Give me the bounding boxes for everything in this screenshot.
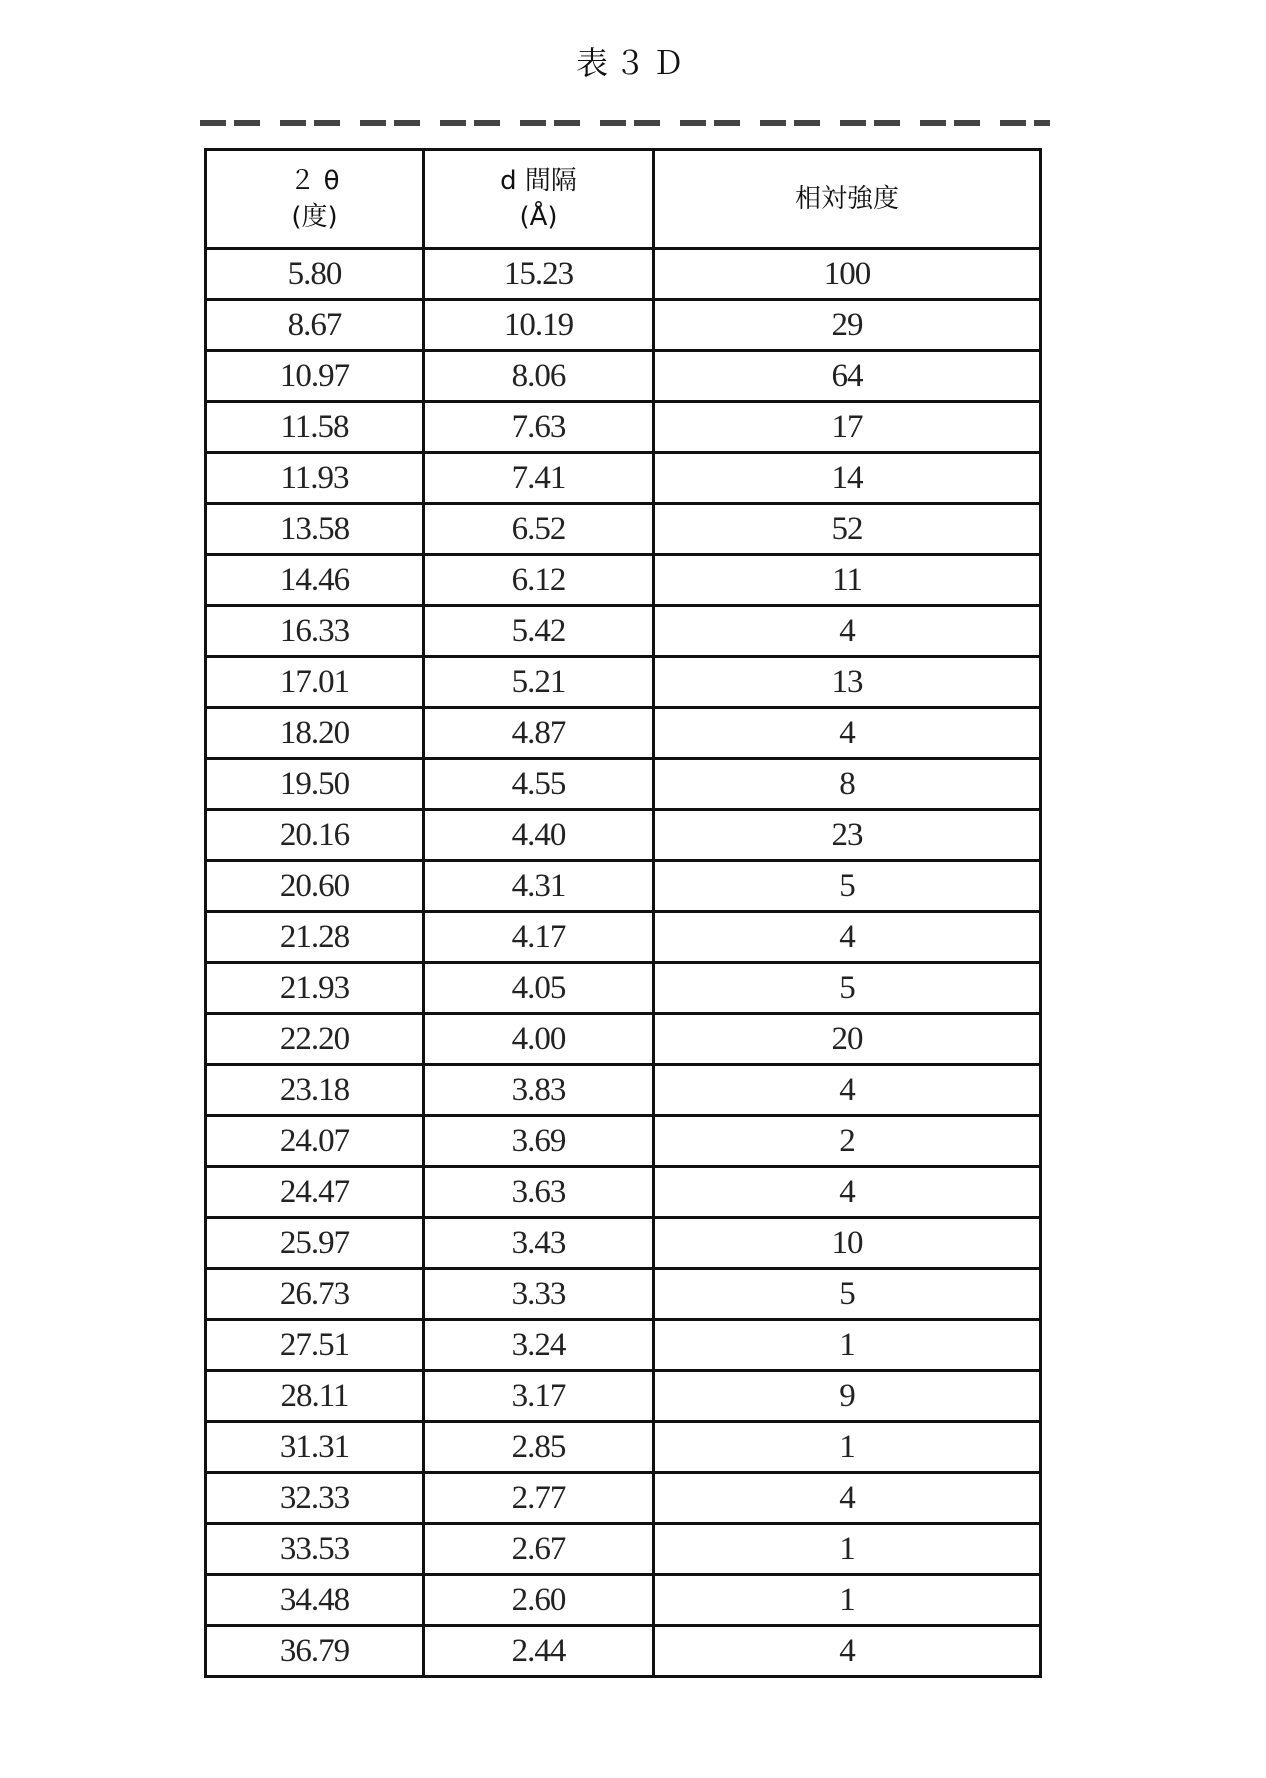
relative-intensity-cell: 1 xyxy=(654,1320,1041,1371)
two-theta-cell: 24.07 xyxy=(206,1116,424,1167)
two-theta-cell: 34.48 xyxy=(206,1575,424,1626)
relative-intensity-cell: 17 xyxy=(654,402,1041,453)
relative-intensity-cell: 8 xyxy=(654,759,1041,810)
two-theta-cell: 18.20 xyxy=(206,708,424,759)
two-theta-cell: 27.51 xyxy=(206,1320,424,1371)
table-row xyxy=(206,1014,1041,1065)
d-spacing-cell: 15.23 xyxy=(424,249,654,300)
table-row xyxy=(206,1218,1041,1269)
two-theta-cell: 11.93 xyxy=(206,453,424,504)
d-spacing-cell: 2.67 xyxy=(424,1524,654,1575)
xrd-peak-table xyxy=(204,148,1042,1678)
two-theta-cell: 16.33 xyxy=(206,606,424,657)
header-relative-intensity xyxy=(654,150,1041,249)
relative-intensity-cell: 4 xyxy=(654,708,1041,759)
d-spacing-cell: 3.43 xyxy=(424,1218,654,1269)
relative-intensity-cell: 1 xyxy=(654,1575,1041,1626)
relative-intensity-cell: 4 xyxy=(654,1167,1041,1218)
two-theta-cell: 21.28 xyxy=(206,912,424,963)
relative-intensity-cell: 29 xyxy=(654,300,1041,351)
d-spacing-cell: 3.17 xyxy=(424,1371,654,1422)
d-spacing-cell: 4.00 xyxy=(424,1014,654,1065)
table-row xyxy=(206,759,1041,810)
d-spacing-cell: 3.83 xyxy=(424,1065,654,1116)
table-row xyxy=(206,1422,1041,1473)
relative-intensity-cell: 64 xyxy=(654,351,1041,402)
table-row xyxy=(206,555,1041,606)
two-theta-cell: 32.33 xyxy=(206,1473,424,1524)
two-theta-cell: 19.50 xyxy=(206,759,424,810)
d-spacing-cell: 3.33 xyxy=(424,1269,654,1320)
relative-intensity-cell: 9 xyxy=(654,1371,1041,1422)
table-row xyxy=(206,861,1041,912)
two-theta-cell: 21.93 xyxy=(206,963,424,1014)
relative-intensity-cell: 23 xyxy=(654,810,1041,861)
table-row xyxy=(206,1116,1041,1167)
two-theta-cell: 14.46 xyxy=(206,555,424,606)
two-theta-cell: 10.97 xyxy=(206,351,424,402)
d-spacing-cell: 2.44 xyxy=(424,1626,654,1677)
table-row xyxy=(206,912,1041,963)
two-theta-cell: 33.53 xyxy=(206,1524,424,1575)
d-spacing-cell: 2.85 xyxy=(424,1422,654,1473)
table-row xyxy=(206,1626,1041,1677)
table-row xyxy=(206,402,1041,453)
two-theta-cell: 11.58 xyxy=(206,402,424,453)
two-theta-cell: 17.01 xyxy=(206,657,424,708)
two-theta-cell: 8.67 xyxy=(206,300,424,351)
table-title: 表３Ｄ xyxy=(0,38,1266,84)
table-row xyxy=(206,1167,1041,1218)
relative-intensity-cell: 13 xyxy=(654,657,1041,708)
header-d-spacing-label: d 間隔 xyxy=(425,163,652,199)
d-spacing-cell: 6.12 xyxy=(424,555,654,606)
table-row xyxy=(206,810,1041,861)
relative-intensity-cell: 4 xyxy=(654,1626,1041,1677)
table-row xyxy=(206,963,1041,1014)
d-spacing-cell: 5.42 xyxy=(424,606,654,657)
table-row xyxy=(206,1575,1041,1626)
two-theta-cell: 36.79 xyxy=(206,1626,424,1677)
d-spacing-cell: 7.63 xyxy=(424,402,654,453)
table-row xyxy=(206,504,1041,555)
table-row xyxy=(206,1269,1041,1320)
two-theta-cell: 22.20 xyxy=(206,1014,424,1065)
header-relative-intensity-label: 相対強度 xyxy=(655,181,1039,217)
relative-intensity-cell: 5 xyxy=(654,963,1041,1014)
two-theta-cell: 26.73 xyxy=(206,1269,424,1320)
d-spacing-cell: 10.19 xyxy=(424,300,654,351)
table-row xyxy=(206,300,1041,351)
two-theta-cell: 31.31 xyxy=(206,1422,424,1473)
relative-intensity-cell: 4 xyxy=(654,1065,1041,1116)
header-two-theta xyxy=(206,150,424,249)
d-spacing-cell: 4.05 xyxy=(424,963,654,1014)
d-spacing-cell: 7.41 xyxy=(424,453,654,504)
d-spacing-cell: 3.63 xyxy=(424,1167,654,1218)
relative-intensity-cell: 20 xyxy=(654,1014,1041,1065)
two-theta-cell: 28.11 xyxy=(206,1371,424,1422)
two-theta-cell: 25.97 xyxy=(206,1218,424,1269)
d-spacing-cell: 4.31 xyxy=(424,861,654,912)
table-row xyxy=(206,249,1041,300)
two-theta-cell: 13.58 xyxy=(206,504,424,555)
header-two-theta-unit: (度) xyxy=(207,199,422,235)
d-spacing-cell: 3.69 xyxy=(424,1116,654,1167)
d-spacing-cell: 2.77 xyxy=(424,1473,654,1524)
table-row xyxy=(206,453,1041,504)
d-spacing-cell: 6.52 xyxy=(424,504,654,555)
table-row xyxy=(206,1065,1041,1116)
relative-intensity-cell: 2 xyxy=(654,1116,1041,1167)
table-row xyxy=(206,1371,1041,1422)
d-spacing-cell: 4.40 xyxy=(424,810,654,861)
table-row xyxy=(206,1473,1041,1524)
relative-intensity-cell: 1 xyxy=(654,1524,1041,1575)
d-spacing-cell: 4.87 xyxy=(424,708,654,759)
table-row xyxy=(206,657,1041,708)
relative-intensity-cell: 14 xyxy=(654,453,1041,504)
illegible-caption-line xyxy=(200,120,1050,126)
table-row xyxy=(206,351,1041,402)
two-theta-cell: 23.18 xyxy=(206,1065,424,1116)
d-spacing-cell: 5.21 xyxy=(424,657,654,708)
two-theta-cell: 24.47 xyxy=(206,1167,424,1218)
header-two-theta-label: ２ θ xyxy=(207,163,422,199)
header-d-spacing-unit: (Å) xyxy=(425,199,652,235)
header-row xyxy=(206,150,1041,249)
d-spacing-cell: 8.06 xyxy=(424,351,654,402)
two-theta-cell: 5.80 xyxy=(206,249,424,300)
relative-intensity-cell: 11 xyxy=(654,555,1041,606)
relative-intensity-cell: 4 xyxy=(654,912,1041,963)
relative-intensity-cell: 52 xyxy=(654,504,1041,555)
relative-intensity-cell: 5 xyxy=(654,861,1041,912)
table-row xyxy=(206,708,1041,759)
relative-intensity-cell: 4 xyxy=(654,1473,1041,1524)
relative-intensity-cell: 10 xyxy=(654,1218,1041,1269)
d-spacing-cell: 2.60 xyxy=(424,1575,654,1626)
two-theta-cell: 20.60 xyxy=(206,861,424,912)
relative-intensity-cell: 1 xyxy=(654,1422,1041,1473)
table-row xyxy=(206,1320,1041,1371)
d-spacing-cell: 4.17 xyxy=(424,912,654,963)
header-d-spacing xyxy=(424,150,654,249)
table-row xyxy=(206,1524,1041,1575)
table-row xyxy=(206,606,1041,657)
d-spacing-cell: 4.55 xyxy=(424,759,654,810)
relative-intensity-cell: 5 xyxy=(654,1269,1041,1320)
relative-intensity-cell: 100 xyxy=(654,249,1041,300)
relative-intensity-cell: 4 xyxy=(654,606,1041,657)
d-spacing-cell: 3.24 xyxy=(424,1320,654,1371)
two-theta-cell: 20.16 xyxy=(206,810,424,861)
